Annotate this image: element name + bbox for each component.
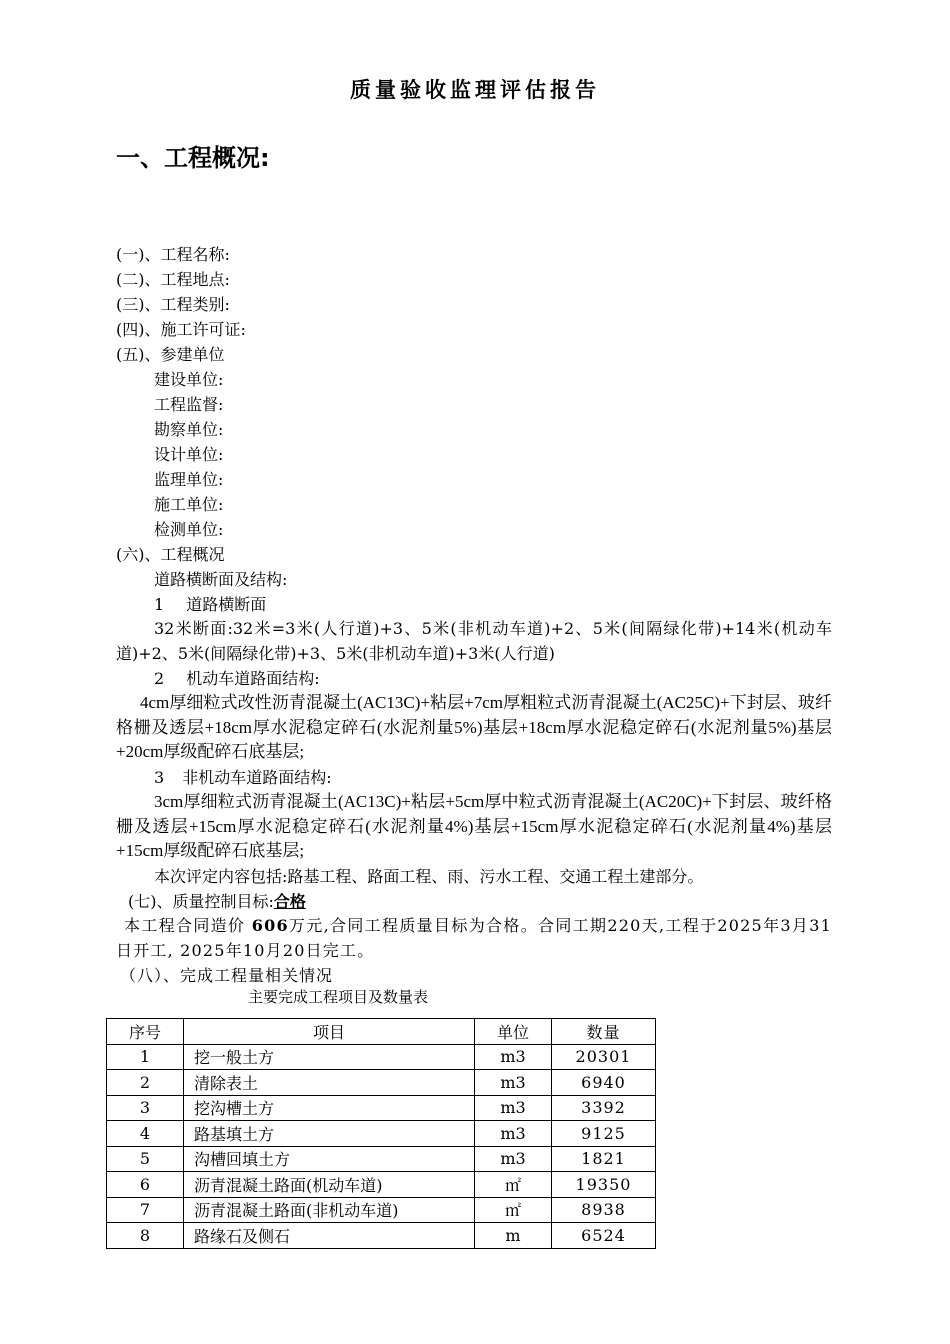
row-no: 6 — [107, 1172, 184, 1198]
section-heading-overview: 一、工程概况: — [116, 144, 270, 172]
item-construction-permit: (四)、施工许可证: — [116, 320, 246, 339]
row-item: 路缘石及侧石 — [184, 1223, 475, 1249]
table-row — [107, 1172, 656, 1198]
row-item: 沥青混凝土路面(非机动车道) — [184, 1197, 475, 1223]
row-item: 沥青混凝土路面(机动车道) — [184, 1172, 475, 1198]
unit-supervisor: 监理单位: — [154, 470, 224, 489]
contract-prefix: 本工程合同造价 — [124, 916, 252, 935]
row-unit: m3 — [475, 1070, 552, 1096]
unit-owner: 建设单位: — [154, 370, 224, 389]
cross-section-text: 32米断面:32米=3米(人行道)+3、5米(非机动车道)+2、5米(间隔绿化带)+14米(机动车道)+2、5米(间隔绿化带)+3、5米(非机动车道)+3米(人行道) — [116, 619, 832, 663]
subsection-2-heading — [154, 666, 320, 691]
row-no: 2 — [107, 1070, 184, 1096]
unit-survey: 勘察单位: — [154, 420, 224, 439]
row-quantity: 6940 — [552, 1070, 656, 1096]
contract-amount: 606 — [251, 916, 289, 935]
header-item: 项目 — [184, 1019, 475, 1045]
item-project-name: (一)、工程名称: — [116, 245, 230, 264]
item-project-category: (三)、工程类别: — [116, 295, 230, 314]
document-title: 质量验收监理评估报告 — [350, 77, 600, 102]
row-unit: m3 — [475, 1095, 552, 1121]
subsection-2-number: 2 — [154, 669, 165, 688]
header-no: 序号 — [107, 1019, 184, 1045]
row-quantity: 3392 — [552, 1095, 656, 1121]
row-unit: ㎡ — [475, 1197, 552, 1223]
row-unit: m3 — [475, 1044, 552, 1070]
item-participating-units: (五)、参建单位 — [116, 345, 225, 364]
subsection-3-title: 非机动车道路面结构: — [182, 768, 332, 787]
row-quantity: 9125 — [552, 1121, 656, 1147]
unit-testing: 检测单位: — [154, 520, 224, 539]
row-no: 7 — [107, 1197, 184, 1223]
quality-target-value: 合格 — [273, 892, 306, 911]
header-quantity: 数量 — [552, 1019, 656, 1045]
row-item: 挖沟槽土方 — [184, 1095, 475, 1121]
unit-design: 设计单位: — [154, 445, 224, 464]
subsection-1-title: 道路横断面 — [186, 595, 267, 614]
row-no: 1 — [107, 1044, 184, 1070]
row-item: 清除表土 — [184, 1070, 475, 1096]
table-row — [107, 1044, 656, 1070]
table-row — [107, 1223, 656, 1249]
table-caption: 主要完成工程项目及数量表 — [248, 988, 429, 1006]
subsection-3-number: 3 — [154, 768, 165, 787]
row-no: 3 — [107, 1095, 184, 1121]
row-quantity: 20301 — [552, 1044, 656, 1070]
row-unit: m3 — [475, 1121, 552, 1147]
row-item: 沟槽回填土方 — [184, 1146, 475, 1172]
road-section-heading: 道路横断面及结构: — [154, 570, 288, 589]
subsection-3-heading — [154, 765, 332, 790]
row-no: 8 — [107, 1223, 184, 1249]
unit-supervision-authority: 工程监督: — [154, 395, 224, 414]
row-unit: ㎡ — [475, 1172, 552, 1198]
table-row — [107, 1121, 656, 1147]
non-motor-lane-structure-text: 3cm厚细粒式沥青混凝土(AC13C)+粘层+5cm厚中粒式沥青混凝土(AC20C)+下封层、玻纤格栅及透层+15cm厚水泥稳定碎石(水泥剂量4%)基层+15cm厚水泥稳定碎石(水泥剂量4%)基层+15cm厚级配碎石底基层; — [116, 792, 832, 860]
row-no: 5 — [107, 1146, 184, 1172]
contract-details: 万元,合同工程质量目标为合格。合同工期220天,工程于2025年3月31日开工, 2025年10月20日完工。 — [116, 916, 833, 960]
table-header-row — [107, 1019, 656, 1045]
row-quantity: 8938 — [552, 1197, 656, 1223]
row-no: 4 — [107, 1121, 184, 1147]
unit-contractor: 施工单位: — [154, 495, 224, 514]
item-project-location: (二)、工程地点: — [116, 270, 230, 289]
table-row — [107, 1197, 656, 1223]
completed-works-heading: （八）、完成工程量相关情况 — [120, 966, 334, 985]
quantities-table — [106, 1018, 656, 1249]
row-quantity: 19350 — [552, 1172, 656, 1198]
row-item: 挖一般土方 — [184, 1044, 475, 1070]
evaluation-scope: 本次评定内容包括:路基工程、路面工程、雨、污水工程、交通工程土建部分。 — [154, 867, 704, 886]
motor-lane-structure-text: 4cm厚细粒式改性沥青混凝土(AC13C)+粘层+7cm厚粗粒式沥青混凝土(AC25C)+下封层、玻纤格栅及透层+18cm厚水泥稳定碎石(水泥剂量5%)基层+18cm厚水泥稳定碎石(水泥剂量5%)基层+20cm厚级配碎石底基层; — [116, 693, 832, 761]
quality-target-label: (七)、质量控制目标: — [128, 892, 274, 911]
table-row — [107, 1095, 656, 1121]
row-unit: m — [475, 1223, 552, 1249]
row-item: 路基填土方 — [184, 1121, 475, 1147]
row-quantity: 6524 — [552, 1223, 656, 1249]
quality-target — [128, 889, 306, 914]
row-unit: m3 — [475, 1146, 552, 1172]
table-row — [107, 1070, 656, 1096]
subsection-1-heading — [154, 592, 266, 617]
header-unit: 单位 — [475, 1019, 552, 1045]
item-project-overview: (六)、工程概况 — [116, 545, 225, 564]
table-row — [107, 1146, 656, 1172]
subsection-1-number: 1 — [154, 595, 165, 614]
subsection-2-title: 机动车道路面结构: — [186, 669, 320, 688]
contract-info — [116, 914, 832, 963]
row-quantity: 1821 — [552, 1146, 656, 1172]
